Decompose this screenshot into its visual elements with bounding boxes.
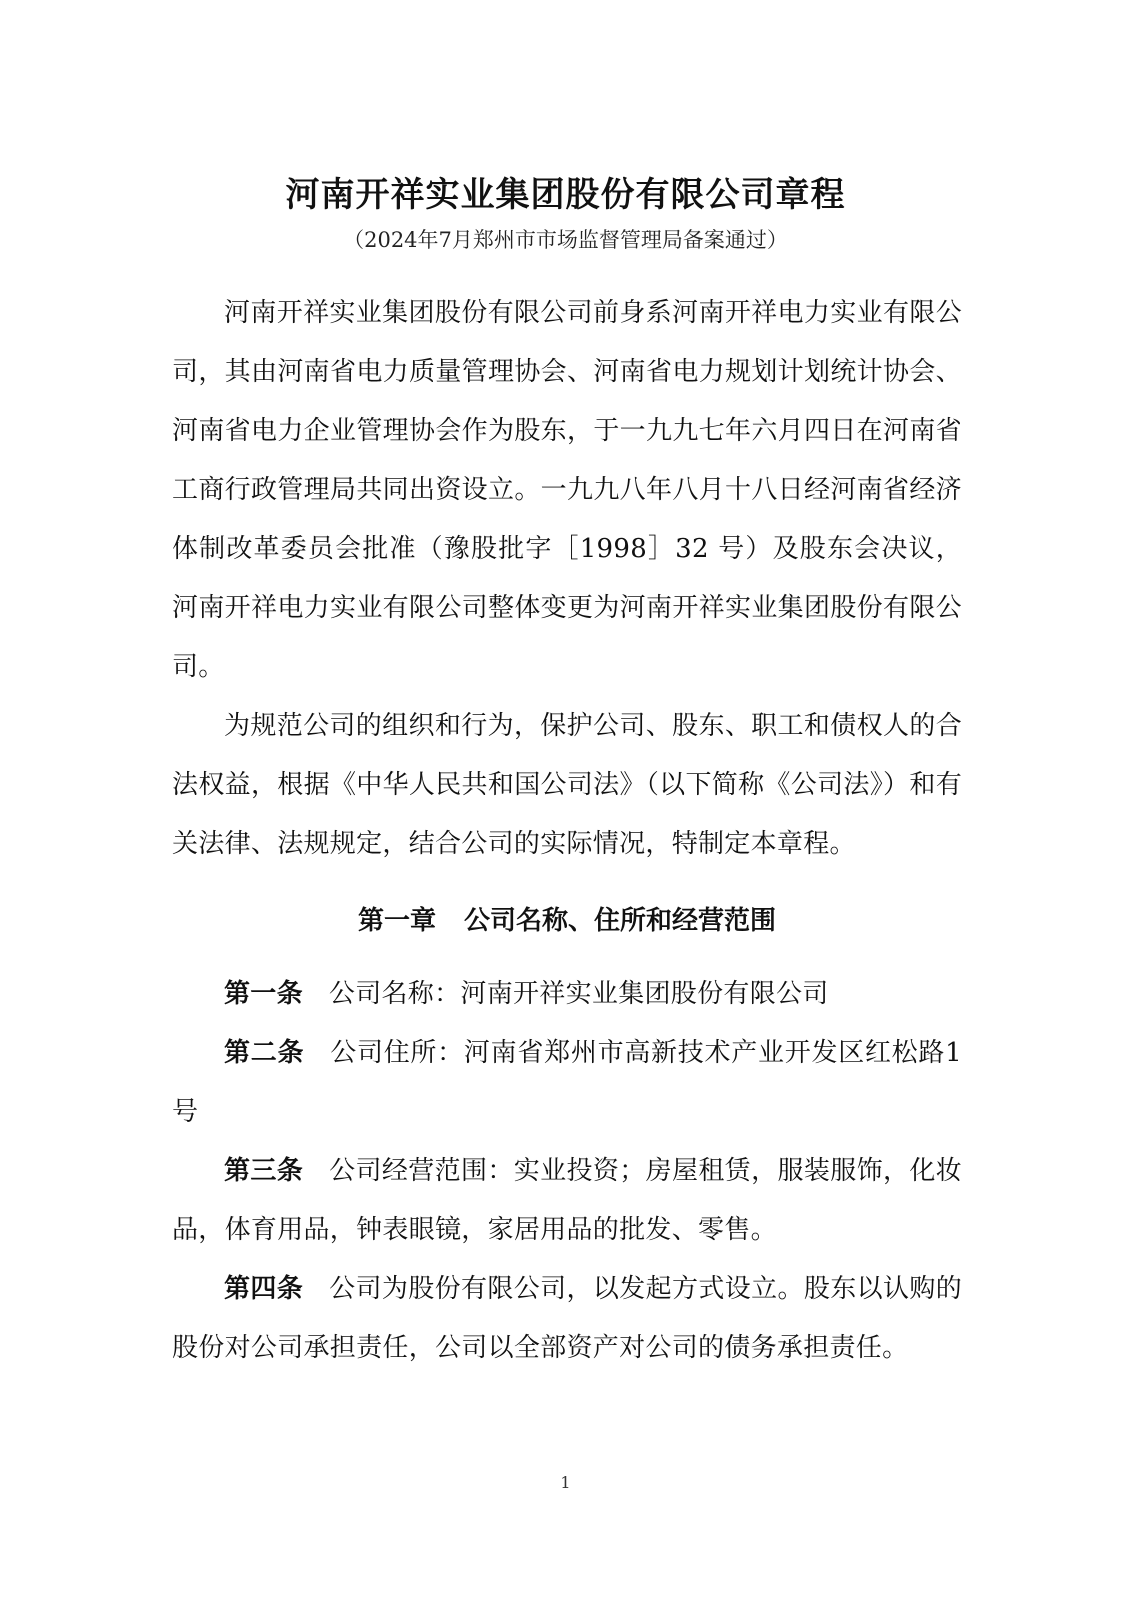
document-body (172, 284, 962, 1378)
intro-paragraph-2: 为规范公司的组织和行为，保护公司、股东、职工和债权人的合法权益，根据《中华人民共和国公司法》（以下简称《公司法》）和有关法律、法规规定，结合公司的实际情况，特制定本章程。 (172, 711, 962, 859)
article-text: 公司经营范围：实业投资；房屋租赁，服装服饰，化妆品，体育用品，钟表眼镜，家居用品的批发、零售。 (172, 1156, 962, 1245)
article-label: 第四条 (224, 1274, 304, 1304)
page-number: 1 (560, 1473, 571, 1492)
intro-paragraph-1: 河南开祥实业集团股份有限公司前身系河南开祥电力实业有限公司，其由河南省电力质量管理协会、河南省电力规划计划统计协会、河南省电力企业管理协会作为股东，于一九九七年六月四日在河南省工商行政管理局共同出资设立。一九九八年八月十八日经河南省经济体制改革委员会批准（豫股批字［1998］32 号）及股东会决议，河南开祥电力实业有限公司整体变更为河南开祥实业集团股份有限公司。 (172, 298, 962, 682)
document-subtitle: （2024年7月郑州市市场监督管理局备案通过） (343, 228, 788, 252)
article-text: 公司名称：河南开祥实业集团股份有限公司 (328, 979, 829, 1009)
document-title: 河南开祥实业集团股份有限公司章程 (285, 175, 846, 215)
article-label: 第一条 (224, 979, 303, 1009)
article-label: 第三条 (224, 1156, 304, 1186)
article-4 (172, 1260, 962, 1378)
article-text: 公司为股份有限公司，以发起方式设立。股东以认购的股份对公司承担责任，公司以全部资产对公司的债务承担责任。 (172, 1274, 962, 1363)
article-3 (172, 1142, 962, 1260)
article-text: 公司住所：河南省郑州市高新技术产业开发区红松路1号 (172, 1038, 962, 1127)
article-2 (172, 1024, 962, 1142)
article-1 (172, 965, 962, 1024)
chapter-number: 第一章 (357, 906, 436, 936)
article-label: 第二条 (224, 1038, 305, 1068)
chapter-heading (172, 892, 962, 951)
chapter-title: 公司名称、住所和经营范围 (464, 906, 777, 936)
